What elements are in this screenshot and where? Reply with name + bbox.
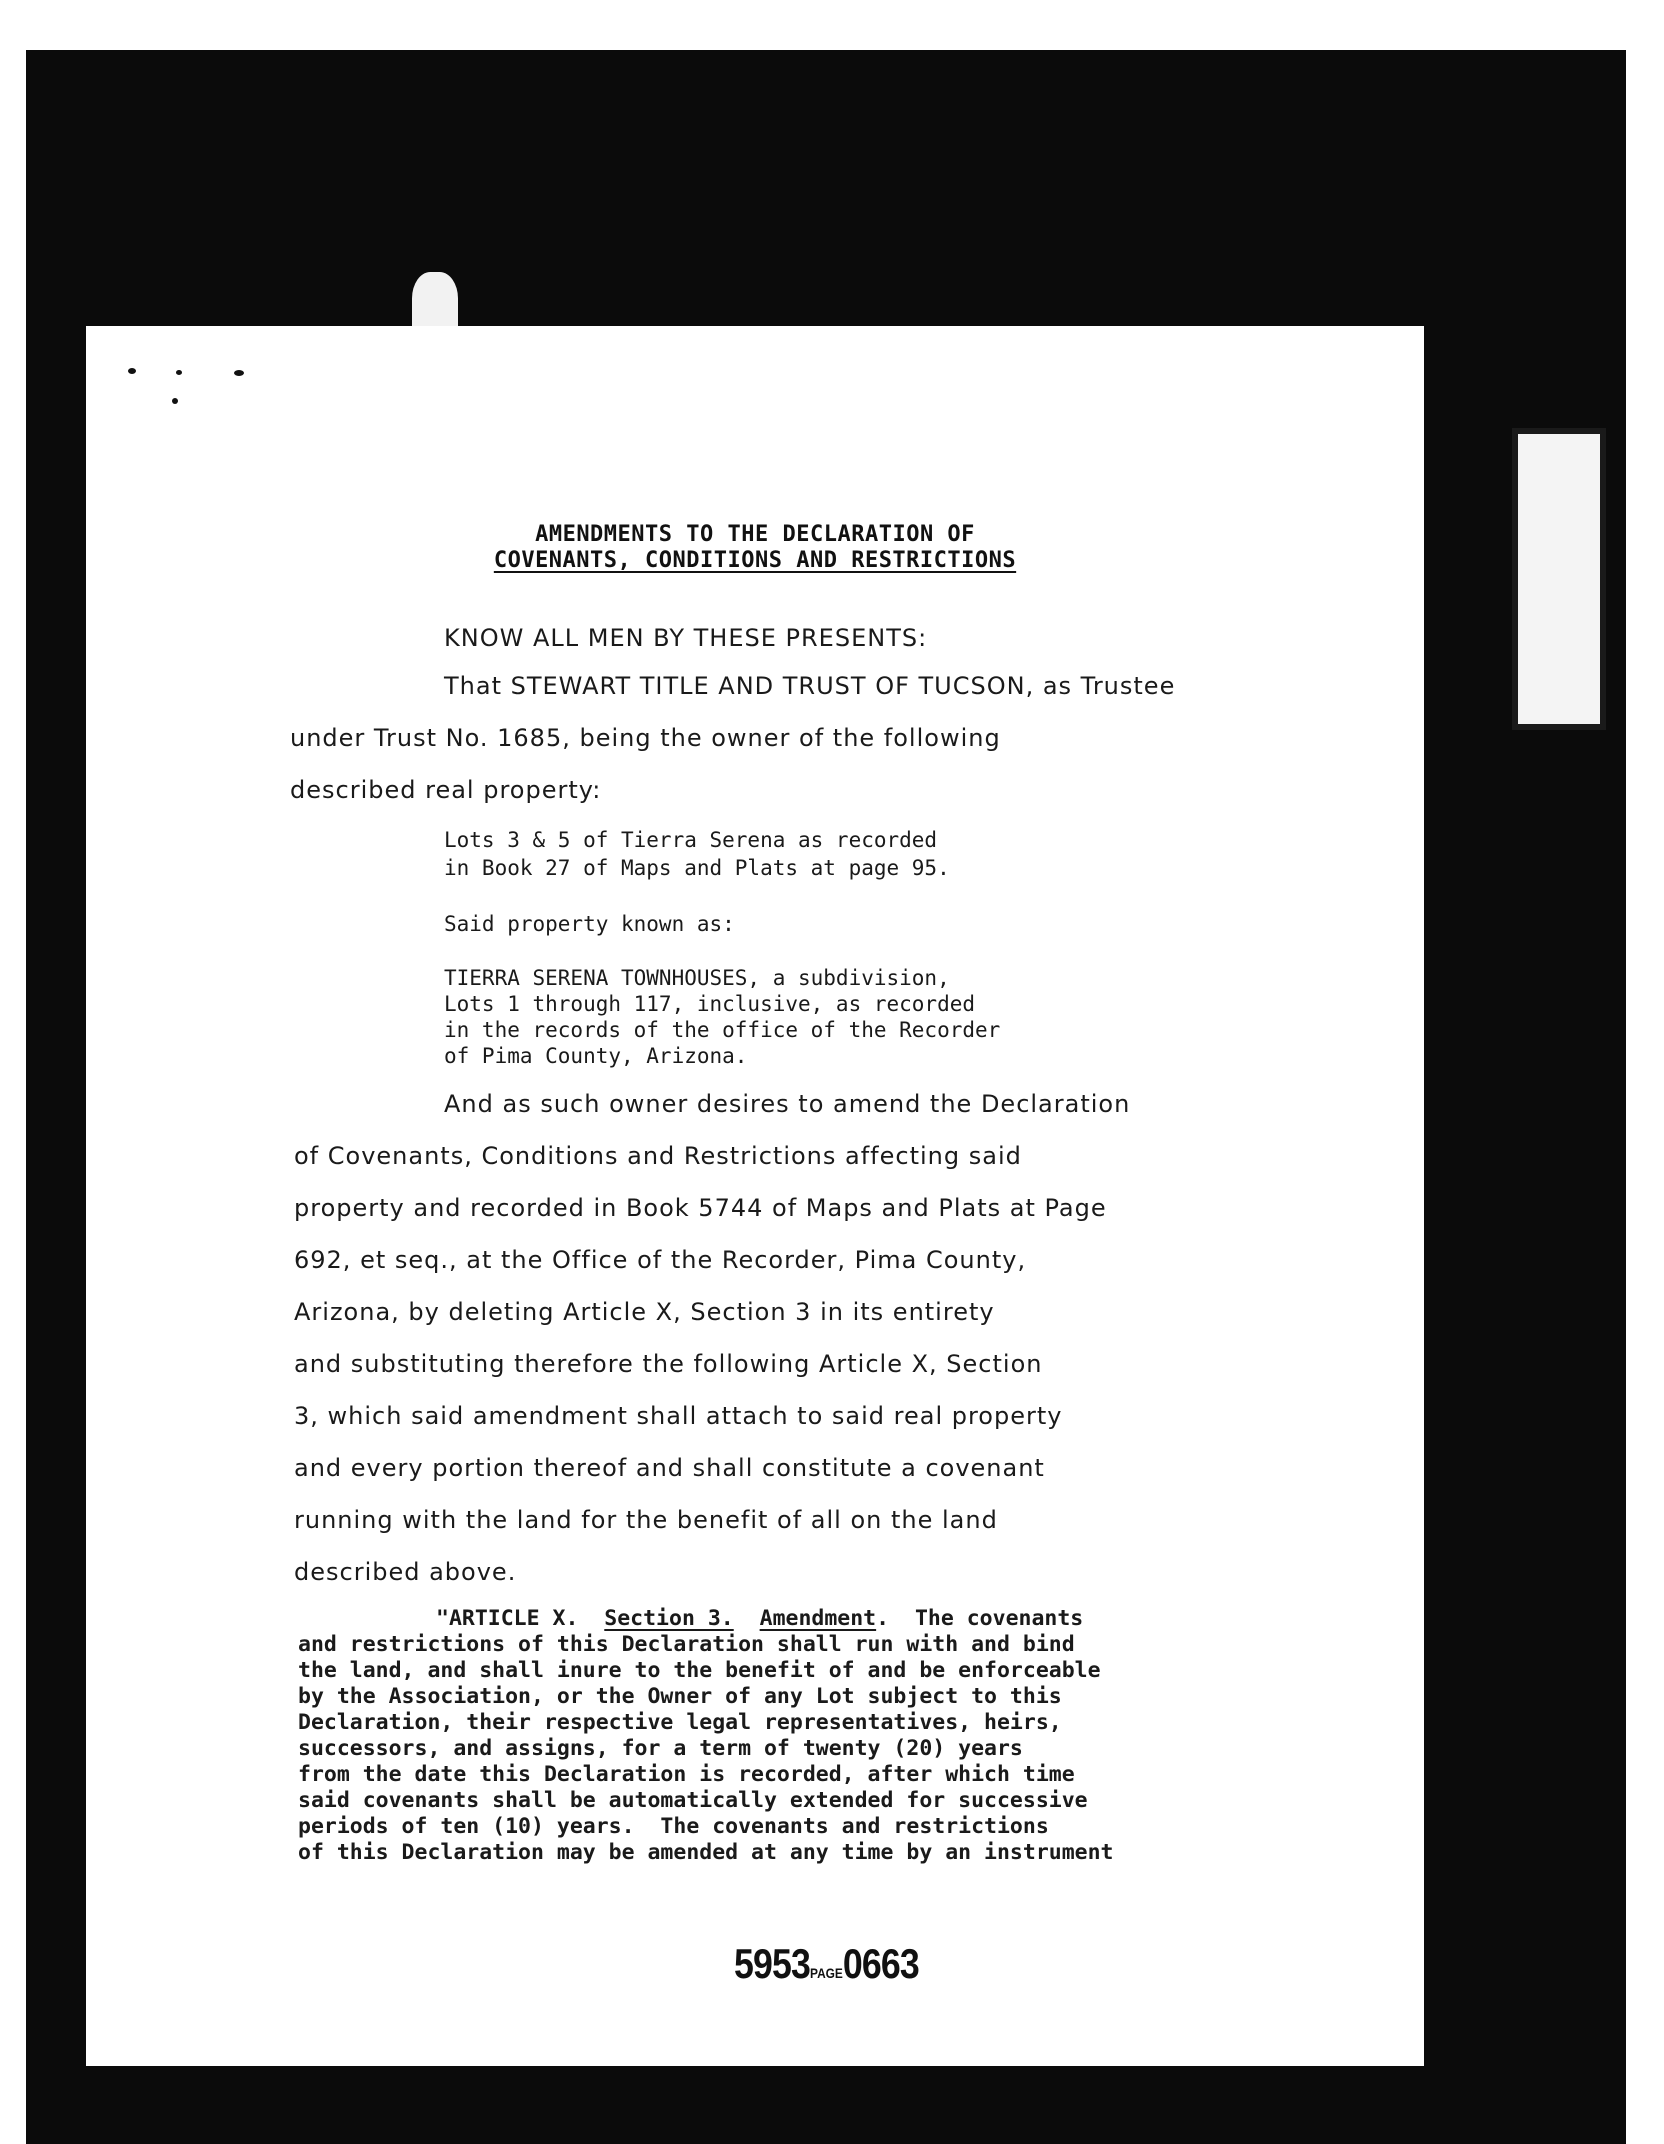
intro-line: That STEWART TITLE AND TRUST OF TUCSON, as Trustee [444,672,1176,700]
speck [128,368,136,374]
body-line: and every portion thereof and shall constitute a covenant [294,1454,1045,1482]
property-line: in Book 27 of Maps and Plats at page 95. [444,856,950,880]
article-lead: "ARTICLE X. [436,1606,579,1631]
article-heading: Amendment [759,1606,877,1631]
article-line: Declaration, their respective legal representatives, heirs, [298,1710,1062,1735]
article-line: of this Declaration may be amended at any time by an instrument [298,1840,1114,1865]
body-line: property and recorded in Book 5744 of Maps and Plats at Page [294,1194,1107,1222]
article-line: by the Association, or the Owner of any Lot subject to this [298,1684,1062,1709]
body-line: 692, et seq., at the Office of the Recorder, Pima County, [294,1246,1027,1274]
margin-paper-slip [1512,428,1606,730]
body-line: described above. [294,1558,517,1586]
recording-stamp [734,1940,955,1988]
body-line: Arizona, by deleting Article X, Section 3 in its entirety [294,1298,995,1326]
article-first-line-rest: . The covenants [876,1606,1084,1631]
article-line: successors, and assigns, for a term of twenty (20) years [298,1736,1023,1761]
known-as: Said property known as: [444,912,735,936]
body-line: of Covenants, Conditions and Restrictions affecting said [294,1142,1022,1170]
document-page [86,326,1424,2066]
subdivision-line: of Pima County, Arizona. [444,1044,748,1068]
article-line: periods of ten (10) years. The covenants and restrictions [298,1814,1049,1839]
speck [176,370,182,375]
article-section: Section 3. [604,1606,734,1631]
body-line: running with the land for the benefit of all on the land [294,1506,998,1534]
body-line: And as such owner desires to amend the Declaration [444,1090,1131,1118]
subdivision-line: Lots 1 through 117, inclusive, as recorded [444,992,976,1016]
article-line: and restrictions of this Declaration shall run with and bind [298,1632,1075,1657]
article-line: said covenants shall be automatically extended for successive [298,1788,1088,1813]
property-line: Lots 3 & 5 of Tierra Serena as recorded [444,828,938,852]
speck [234,370,244,376]
article-first-line [436,1606,1083,1631]
intro-line: under Trust No. 1685, being the owner of the following [290,724,1001,752]
stamp-page: 0663 [842,1940,919,1987]
title-line-1: AMENDMENTS TO THE DECLARATION OF [535,522,975,547]
body-line: and substituting therefore the following Article X, Section [294,1350,1043,1378]
intro-line: described real property: [290,776,602,804]
article-line: the land, and shall inure to the benefit of and be enforceable [298,1658,1101,1683]
stamp-book: 5953 [734,1940,811,1987]
subdivision-line: TIERRA SERENA TOWNHOUSES, a subdivision, [444,966,950,990]
body-line: 3, which said amendment shall attach to said real property [294,1402,1063,1430]
stamp-page-label: PAGE [810,1965,843,1981]
speck [172,398,178,404]
subdivision-line: in the records of the office of the Recorder [444,1018,1001,1042]
article-line: from the date this Declaration is recorded, after which time [298,1762,1075,1787]
title-line-2: COVENANTS, CONDITIONS AND RESTRICTIONS [493,548,1017,573]
greeting: KNOW ALL MEN BY THESE PRESENTS: [444,624,928,652]
